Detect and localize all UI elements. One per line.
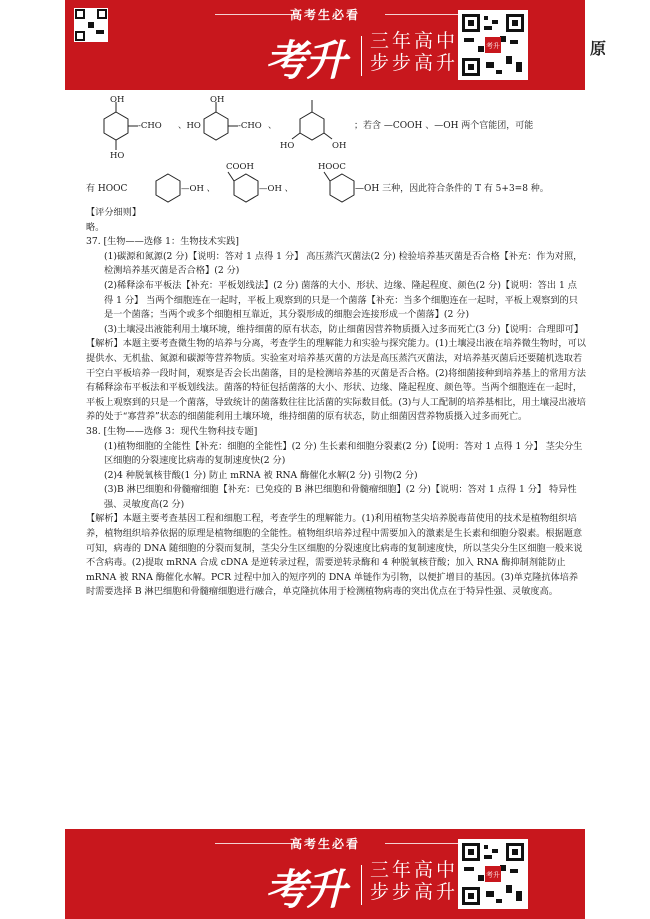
banner-slogan-bottom: 高考生必看: [289, 837, 360, 851]
separator: 、: [268, 121, 277, 131]
q37-answer-1: (1)碳源和氮源(2 分)【说明：答对 1 点得 1 分】 高压蒸汽灭菌法(2 分) 检验培养基灭菌是否合格【补充：作为对照，检测培养基灭菌是否合格】(2 分): [104, 250, 583, 277]
q37-title: 37. [生物——选修 1：生物技术实践]: [86, 236, 239, 248]
banner-divider-bottom: [361, 865, 362, 905]
banner-divider: [361, 36, 362, 76]
q37-answer-2: (2)稀释涂布平板法【补充：平板划线法】(2 分) 菌落的大小、形状、边缘、隆起程度、颜色(2 分)【说明：答出 1 点得 1 分】 当两个细胞连在一起时，平板上观察到的只是一个菌落【补充：当多个细胞连在一起时，平板上观察到的只是一个菌落；当两个或多个细胞相互靠近，其分裂形成的细胞会连接形成一个菌落】(2 分): [104, 279, 578, 321]
qr-label: 考升: [486, 42, 500, 50]
chemical-structures-row-1: [86, 94, 586, 162]
row2-tail: —OH 三种，因此符合条件的 T 有 5+3=8 种。: [355, 184, 549, 194]
ho-label-3: HO: [280, 141, 295, 151]
banner-brand-logo: 考升: [265, 36, 346, 85]
cooh-label: COOH: [226, 162, 254, 172]
qr-code-icon-bottom[interactable]: [458, 839, 528, 909]
motto-line-2-bottom: 步步高升: [370, 881, 459, 903]
banner-brand-logo-bottom: 考升: [265, 865, 346, 914]
corner-qr-icon: [74, 8, 108, 42]
row2-oh-2: —OH 、: [259, 184, 294, 194]
motto-line-1-bottom: 三年高中: [370, 859, 459, 881]
oh-label-2: OH: [210, 95, 225, 105]
banner-slogan: 高考生必看: [289, 8, 360, 22]
q38-answer-2: (2)4 种脱氧核苷酸(1 分) 防止 mRNA 被 RNA 酶催化水解(2 分) 引物(2 分): [104, 469, 418, 481]
hooc-label: HOOC: [318, 162, 346, 172]
q38-answer-1: (1)植物细胞的全能性【补充：细胞的全能性】(2 分) 生长素和细胞分裂素(2 分)【说明：答对 1 点得 1 分】 茎尖分生区细胞的分裂速度比病毒的复制速度快(2 分): [104, 440, 583, 467]
row2-oh-1: —OH 、: [181, 184, 216, 194]
chemical-structures-row-2: [86, 162, 586, 206]
q37-explanation: 【解析】本题主要考查微生物的培养与分离，考查学生的理解能力和实验与探究能力。(1)土壤浸出液在培养微生物时，可以提供水、无机盐、氮源和碳源等营养物质。实验室对培养基灭菌的方法是高压蒸汽灭菌法，对培养基灭菌后还要随机选取若干空白平板培养一段时间，观察是否会长出菌落，目的是检测培养基的灭菌是否合格。(2)将细菌接种到培养基上的常用方法有稀释涂布平板法和平板划线法。菌落的特征包括菌落的大小、形状、边缘、隆起程度、颜色等。当两个细胞连在一起时，平板上观察到的只是一个菌落，导致统计的菌落数往往比活菌的实际数目低。(3)与人工配制的培养基相比，用土壤浸出液培养的处于“寡营养”状态的细菌能利用土壤环境，维持细菌的原有状态，防止细菌因营养物质摄入过多而死亡。: [86, 338, 586, 423]
omitted-note: 略。: [86, 221, 105, 233]
banner-motto: [370, 30, 458, 74]
cho-label: -CHO: [138, 121, 162, 131]
chem-tail-text: ；若含 —COOH 、—OH 两个官能团，可能: [354, 121, 534, 131]
q38-explanation: 【解析】本题主要考查基因工程和细胞工程，考查学生的理解能力。(1)利用植物茎尖培养脱毒苗使用的技术是植物组织培养，植物组织培养依据的原理是植物细胞的全能性。植物组织培养过程中需要加入的激素是生长素和细胞分裂素。根据题意可知，病毒的 DNA 随细胞的分裂而复制，茎尖分生区细胞的分裂速度比病毒的复制速度快，所以茎尖分生区细胞一般来说不含病毒。(2)提取 mRNA 合成 cDNA 是逆转录过程，需要逆转录酶和 4 种脱氧核苷酸；加入 RNA 酶抑制剂能防止 mRNA 被 RNA 酶催化水解。PCR 过程中加入的短序列的 DNA 单链作为引物，以便扩增目的基因。(3)单克隆抗体培养时需要选择 B 淋巴细胞和骨髓瘤细胞进行融合，单克隆抗体用于检测植物病毒的突出优点在于特异性强、灵敏度高。: [86, 513, 583, 598]
cho-label-2: -CHO: [238, 121, 262, 131]
motto-line-2: 步步高升: [370, 52, 459, 74]
banner-motto-bottom: [370, 859, 458, 903]
oh-label-3: OH: [332, 141, 347, 151]
answer-content: [86, 94, 586, 600]
oh-label: OH: [110, 95, 125, 105]
qr-code-icon[interactable]: [458, 10, 528, 80]
q38-answer-3: (3)B 淋巴细胞和骨髓瘤细胞【补充：已免疫的 B 淋巴细胞和骨髓瘤细胞】(2 分)【说明：答对 1 点得 1 分】 特异性强、灵敏度高(2 分): [104, 484, 577, 510]
q37-answer-3: (3)土壤浸出液能利用土壤环境，维持细菌的原有状态，防止细菌因营养物质摄入过多而死亡(3 分)【说明：合理即可】: [104, 323, 584, 335]
scoring-rules-heading: 【评分细则】: [86, 207, 142, 218]
motto-line-1: 三年高中: [370, 30, 459, 52]
row2-prefix: 有 HOOC: [86, 184, 128, 194]
qr-label-bottom: 考升: [486, 871, 500, 879]
q38-title: 38. [生物——选修 3：现代生物科技专题]: [86, 425, 258, 437]
ho-label: HO: [110, 151, 125, 161]
header-fragment: 原: [590, 39, 607, 58]
separator-ho: 、HO: [178, 121, 201, 131]
